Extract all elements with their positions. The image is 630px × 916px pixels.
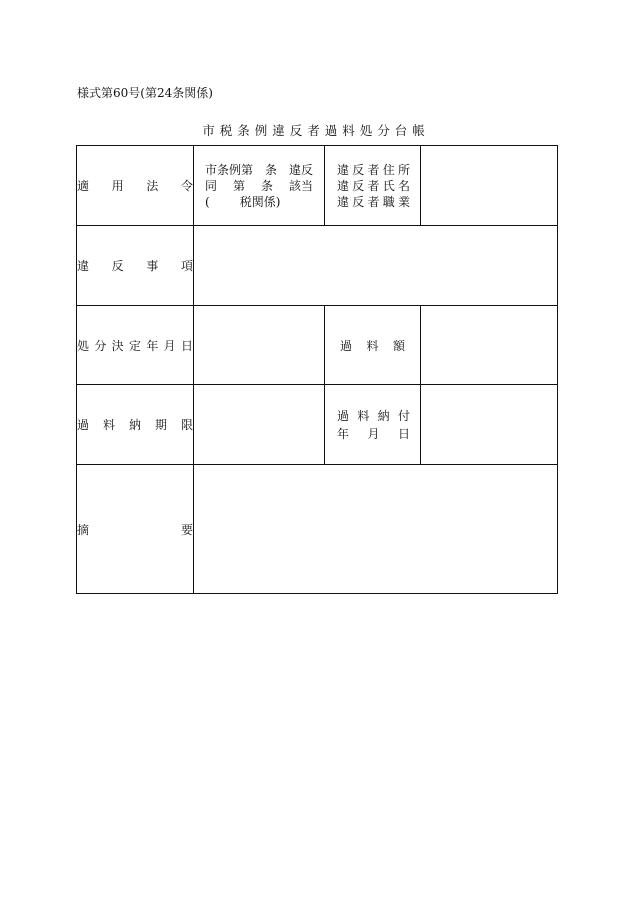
label-char: 処: [77, 338, 90, 353]
violator-label-char: 業: [397, 194, 410, 209]
violator-info-labels: [325, 146, 421, 226]
payment-label-char: 納: [377, 408, 390, 423]
label-char: 適: [77, 179, 90, 193]
label-char: 料: [102, 418, 115, 432]
law-content-part: 条: [264, 162, 277, 177]
violator-label-char: 反: [352, 178, 365, 193]
violator-label-char: 所: [397, 162, 410, 177]
violator-info-value[interactable]: [421, 146, 558, 226]
row-violation: [77, 226, 558, 306]
violator-label-char: 者: [367, 194, 380, 209]
violator-label-char: 者: [367, 162, 380, 177]
label-char: 日: [180, 338, 193, 353]
violator-label-char: 住: [382, 162, 395, 177]
label-char: 要: [180, 522, 193, 537]
violator-label-char: 氏: [382, 178, 395, 193]
law-content-part: 違反: [288, 162, 313, 177]
law-content-part: 該当: [288, 178, 313, 193]
violator-label-char: 名: [397, 178, 410, 193]
label-char: 分: [94, 338, 107, 353]
label-payment-deadline: [77, 385, 194, 465]
label-char: 月: [163, 338, 176, 353]
label-char: 料: [366, 338, 379, 353]
document-title: 市税条例違反者過料処分台帳: [202, 123, 430, 138]
payment-label-char: 年: [337, 426, 350, 441]
law-content-part: 税関係): [239, 194, 281, 209]
payment-label-char: 月: [367, 426, 380, 441]
violator-label-char: 者: [367, 178, 380, 193]
label-char: 年: [146, 338, 159, 353]
violator-label-char: 違: [337, 162, 350, 177]
row-decision-date: [77, 306, 558, 385]
label-char: 過: [340, 338, 353, 353]
ledger-table: [76, 145, 558, 594]
label-violation: [77, 226, 194, 306]
label-decision-date: [77, 306, 194, 385]
label-char: 納: [128, 418, 141, 432]
form-number: 様式第60号(第24条関係): [77, 86, 213, 100]
label-char: 額: [392, 338, 405, 353]
violator-label-char: 反: [352, 194, 365, 209]
violator-label-line: [337, 162, 410, 178]
payment-label-line: [337, 425, 410, 443]
label-char: 違: [77, 259, 90, 273]
decision-date-value[interactable]: [194, 306, 325, 385]
law-content-part: 同: [205, 178, 218, 193]
law-content-part: (: [205, 194, 210, 209]
payment-deadline-value[interactable]: [194, 385, 325, 465]
payment-label-line: [337, 407, 410, 425]
blank-gap: [210, 194, 240, 210]
law-content-part: 市条例第: [205, 162, 254, 177]
payment-label-char: 料: [357, 408, 370, 423]
violator-label-char: 違: [337, 194, 350, 209]
label-char: 過: [77, 418, 90, 432]
violator-label-char: 職: [382, 194, 395, 209]
remarks-value[interactable]: [194, 465, 558, 594]
label-payment-date: [325, 385, 421, 465]
law-content-line: [205, 178, 313, 194]
label-char: 摘: [77, 522, 90, 537]
label-char: 決: [111, 338, 124, 353]
law-content-line: [205, 162, 313, 178]
fine-amount-value[interactable]: [421, 306, 558, 385]
label-char: 項: [180, 259, 193, 273]
law-content-line: [205, 194, 313, 210]
row-applicable-law: [77, 146, 558, 226]
label-char: 期: [154, 418, 167, 432]
label-char: 反: [111, 259, 124, 273]
law-content-part: 第: [232, 178, 245, 193]
law-content-part: 条: [260, 178, 273, 193]
label-char: 令: [180, 179, 193, 193]
label-fine-amount: [325, 306, 421, 385]
violator-label-char: 違: [337, 178, 350, 193]
label-char: 法: [146, 179, 159, 193]
row-payment-deadline: [77, 385, 558, 465]
payment-label-char: 過: [337, 408, 350, 423]
violator-label-char: 反: [352, 162, 365, 177]
payment-label-char: 日: [397, 426, 410, 441]
violator-label-line: [337, 178, 410, 194]
payment-date-value[interactable]: [421, 385, 558, 465]
label-char: 限: [180, 418, 193, 432]
label-remarks: [77, 465, 194, 594]
label-char: 定: [128, 338, 141, 353]
violation-value[interactable]: [194, 226, 558, 306]
payment-label-char: 付: [397, 408, 410, 423]
label-char: 事: [146, 259, 159, 273]
label-applicable-law: [77, 146, 194, 226]
violator-label-line: [337, 194, 410, 210]
label-char: 用: [111, 179, 124, 193]
applicable-law-content: [194, 146, 325, 226]
row-remarks: [77, 465, 558, 594]
